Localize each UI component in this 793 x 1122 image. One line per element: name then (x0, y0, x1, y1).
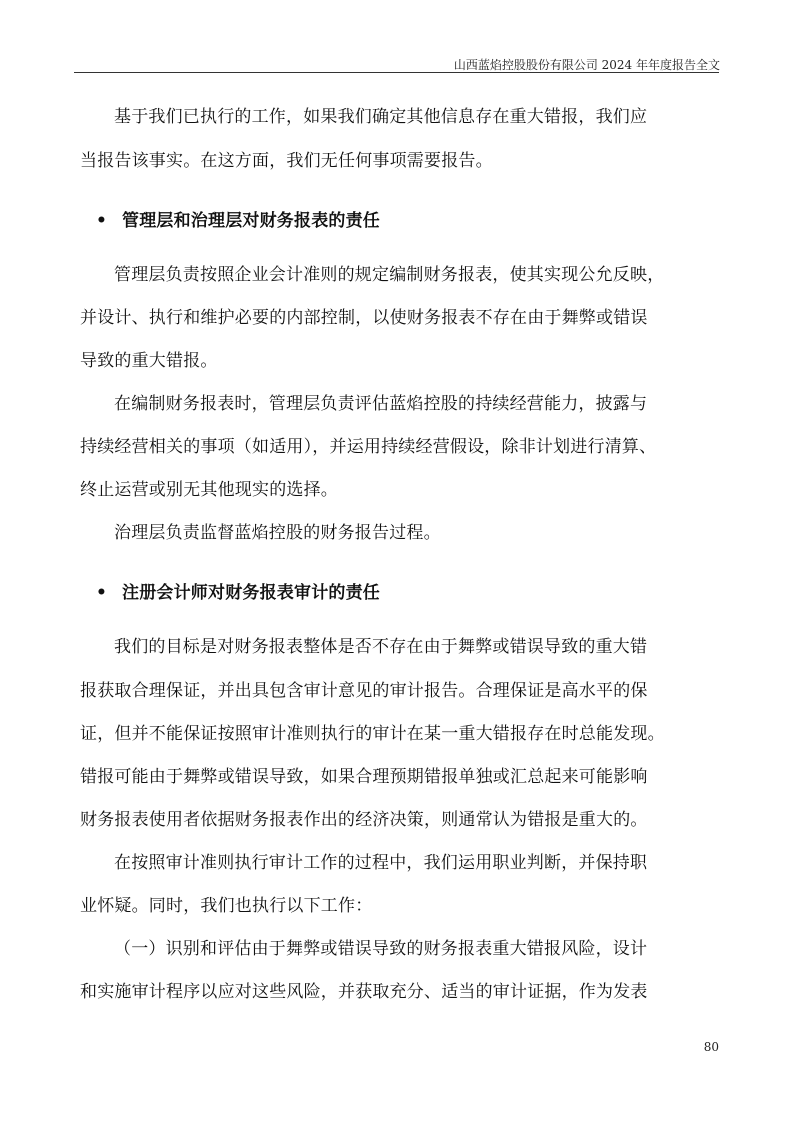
paragraph-line: 管理层负责按照企业会计准则的规定编制财务报表，使其实现公允反映， (114, 265, 665, 285)
paragraph-line: 当报告该事实。在这方面，我们无任何事项需要报告。 (80, 151, 493, 171)
section-heading-text: 注册会计师对财务报表审计的责任 (122, 583, 380, 603)
paragraph-line: 财务报表使用者依据财务报表作出的经济决策，则通常认为错报是重大的。 (80, 810, 648, 830)
paragraph-line: 报获取合理保证，并出具包含审计意见的审计报告。合理保证是高水平的保 (80, 681, 648, 701)
section-heading-text: 管理层和治理层对财务报表的责任 (122, 211, 380, 231)
paragraph-line: 在按照审计准则执行审计工作的过程中，我们运用职业判断，并保持职 (114, 853, 648, 873)
section-heading-auditor (96, 576, 380, 610)
paragraph-line: 在编制财务报表时，管理层负责评估蓝焰控股的持续经营能力，披露与 (114, 394, 648, 414)
bullet-icon: • (96, 583, 108, 603)
paragraph-line: 证，但并不能保证按照审计准则执行的审计在某一重大错报存在时总能发现。 (80, 724, 665, 744)
bullet-icon: • (96, 211, 108, 231)
paragraph-line: （一）识别和评估由于舞弊或错误导致的财务报表重大错报风险，设计 (114, 939, 648, 959)
paragraph-line: 和实施审计程序以应对这些风险，并获取充分、适当的审计证据，作为发表 (80, 982, 648, 1002)
paragraph-line: 并设计、执行和维护必要的内部控制，以使财务报表不存在由于舞弊或错误 (80, 308, 648, 328)
paragraph-line: 错报可能由于舞弊或错误导致，如果合理预期错报单独或汇总起来可能影响 (80, 767, 648, 787)
paragraph-line: 治理层负责监督蓝焰控股的财务报告过程。 (114, 523, 441, 543)
paragraph-line: 终止运营或别无其他现实的选择。 (80, 480, 338, 500)
page-number: 80 (703, 1040, 719, 1054)
paragraph-line: 导致的重大错报。 (80, 351, 218, 371)
paragraph-line: 业怀疑。同时，我们也执行以下工作： (80, 896, 373, 916)
running-header: 山西蓝焰控股股份有限公司 2024 年年度报告全文 (453, 58, 720, 72)
paragraph-line: 持续经营相关的事项（如适用），并运用持续经营假设，除非计划进行清算、 (80, 437, 657, 457)
paragraph-line: 我们的目标是对财务报表整体是否不存在由于舞弊或错误导致的重大错 (114, 637, 648, 657)
section-heading-management (96, 204, 380, 238)
header-rule (74, 72, 719, 73)
paragraph-line: 基于我们已执行的工作，如果我们确定其他信息存在重大错报，我们应 (114, 107, 648, 127)
